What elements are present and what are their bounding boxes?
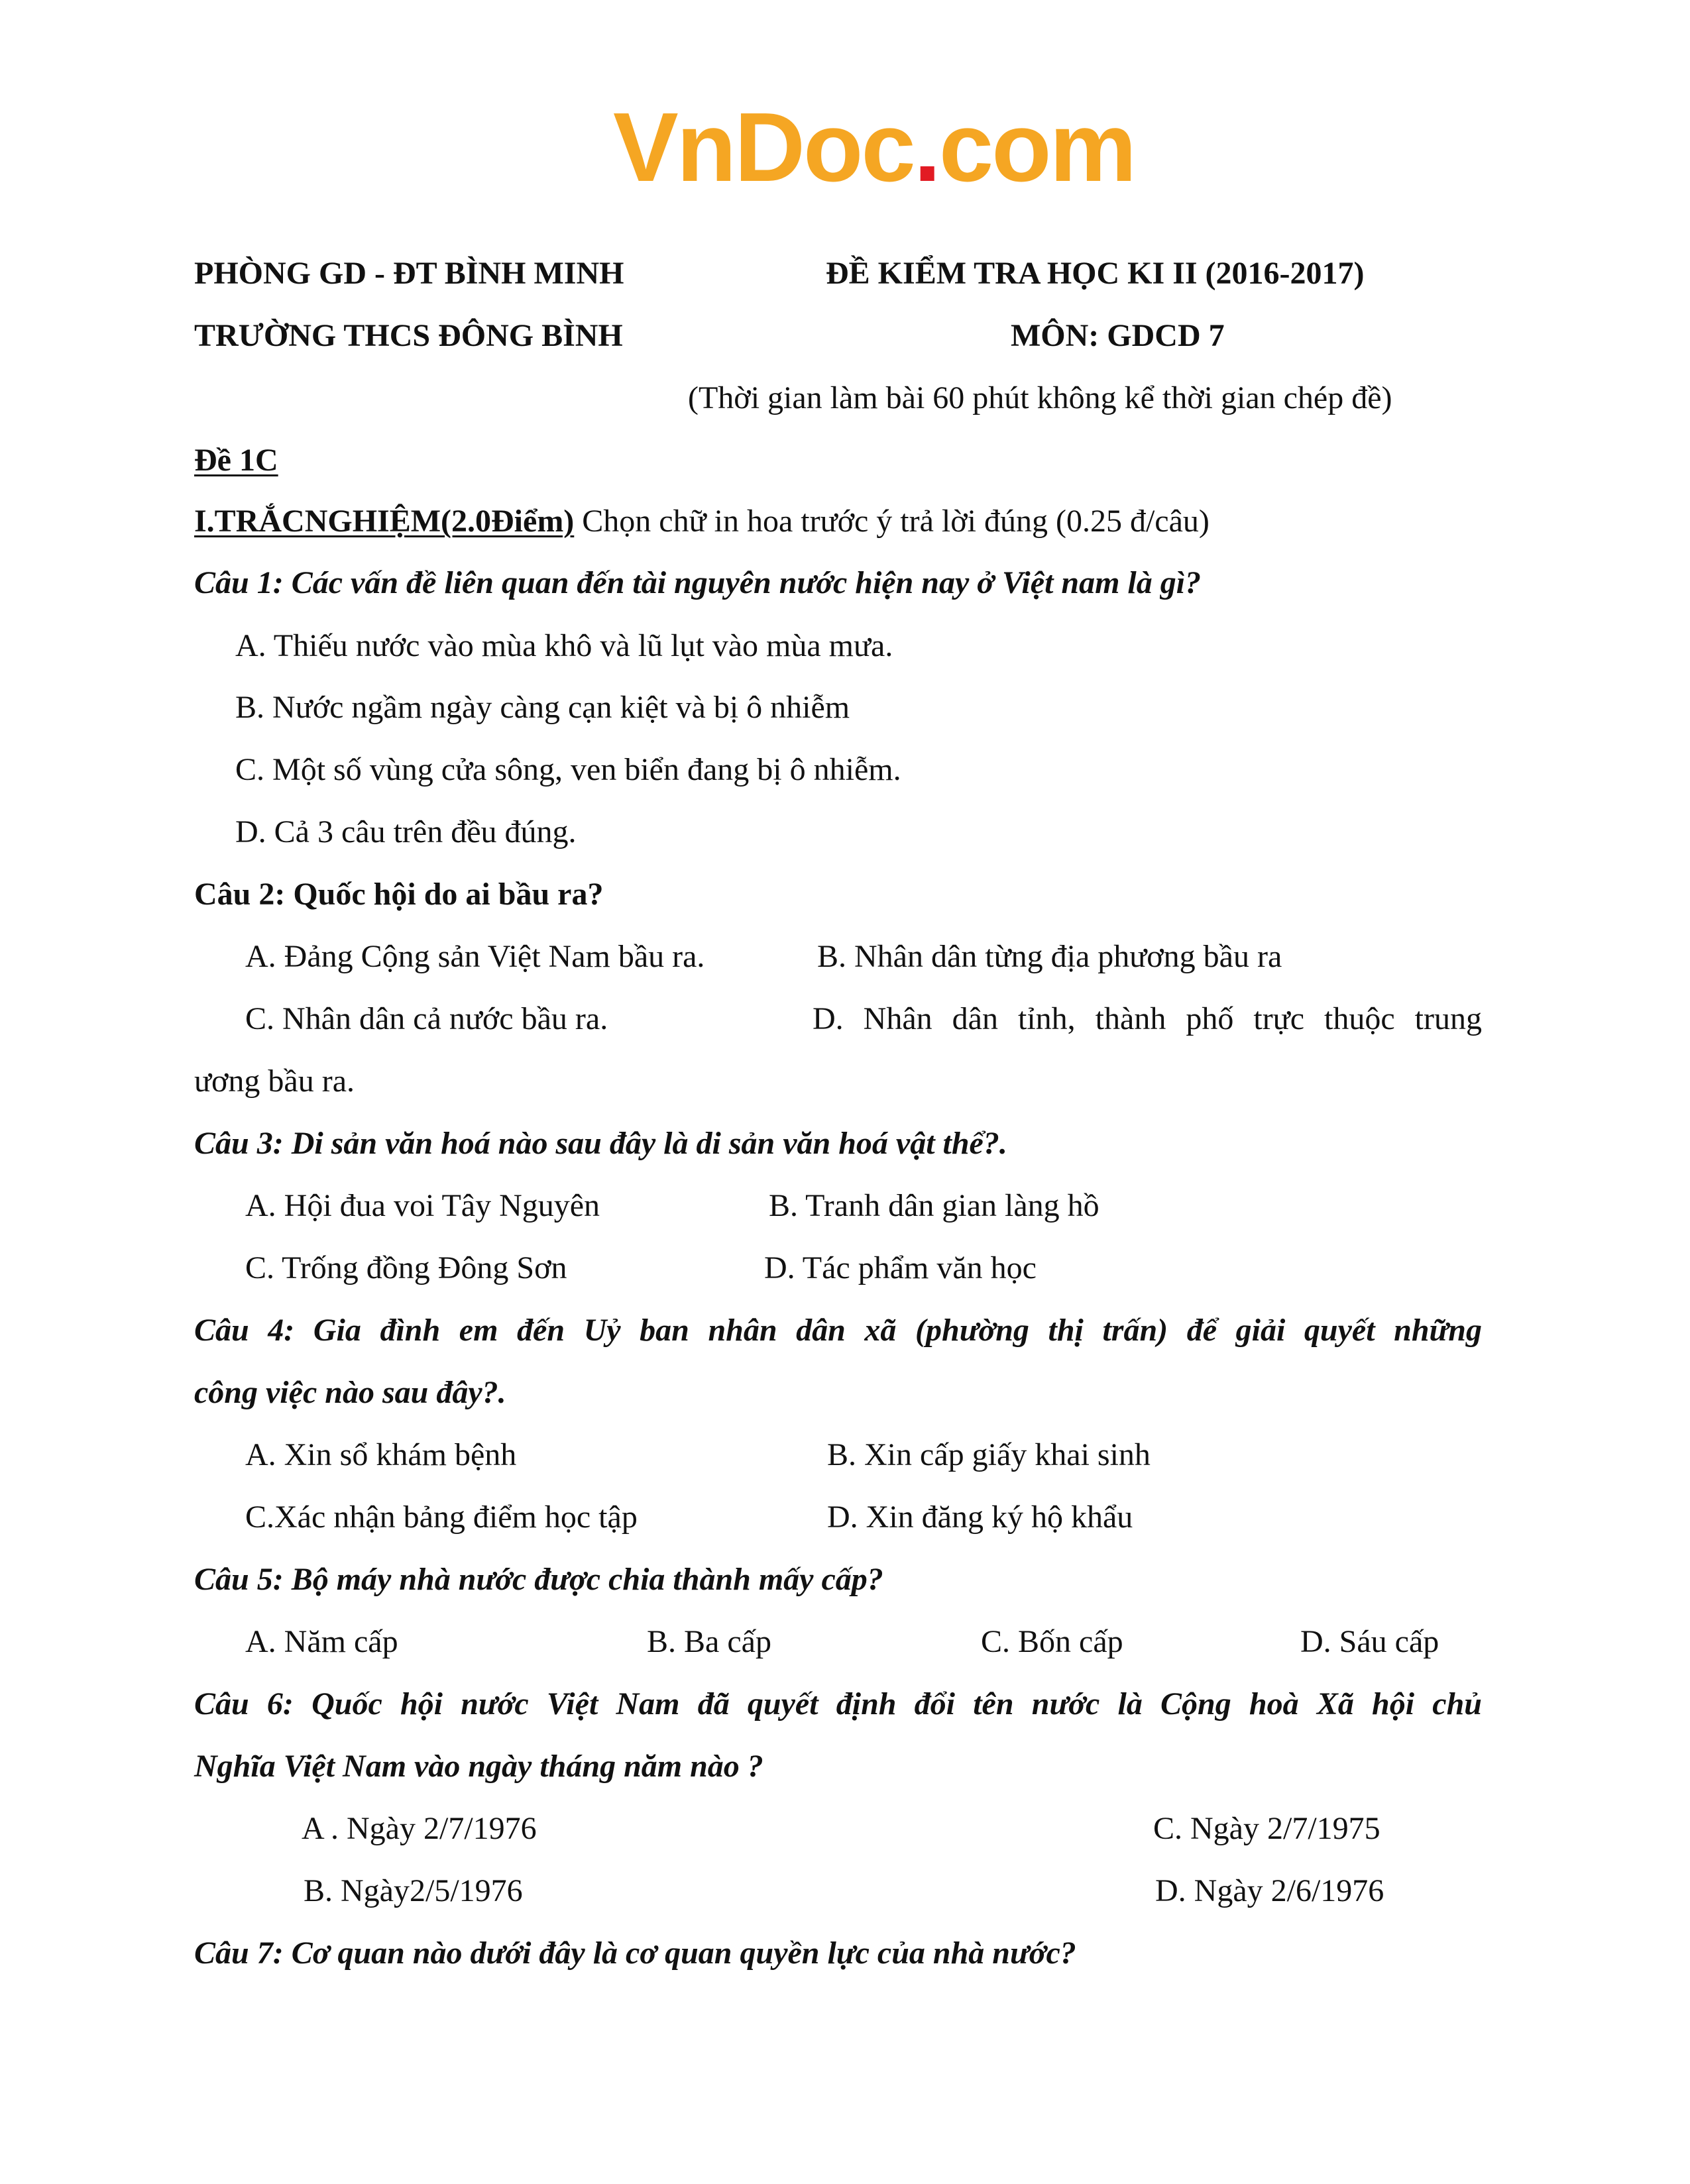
q5-option-a: A. Năm cấp [245,1624,398,1659]
question-2: Câu 2: Quốc hội do ai bầu ra? [194,877,604,912]
q3-option-c: C. Trống đồng Đông Sơn [245,1250,567,1285]
vndoc-logo [613,93,1135,202]
exam-code: Đề 1C [194,443,278,478]
q4-option-a: A. Xin sổ khám bệnh [245,1437,517,1472]
time-note: (Thời gian làm bài 60 phút không kể thời gian chép đề) [688,380,1392,415]
q4-option-c: C.Xác nhận bảng điểm học tập [245,1500,638,1535]
q2-option-a: A. Đảng Cộng sản Việt Nam bầu ra. [245,939,705,974]
q1-option-d: D. Cả 3 câu trên đều đúng. [235,814,577,849]
q4-option-d: D. Xin đăng ký hộ khẩu [827,1500,1133,1535]
q4-option-b: B. Xin cấp giấy khai sinh [827,1437,1151,1472]
q1-option-c: C. Một số vùng cửa sông, ven biển đang bị ô nhiễm. [235,752,901,787]
q3-option-b: B. Tranh dân gian làng hồ [769,1188,1099,1223]
q6-option-b: B. Ngày2/5/1976 [304,1873,523,1908]
question-3: Câu 3: Di sản văn hoá nào sau đây là di sản văn hoá vật thể?. [194,1126,1007,1161]
q2-option-d: D. Nhân dân tỉnh, thành phố trực thuộc trung [813,1001,1482,1036]
section-heading [194,502,1210,541]
exam-title: ĐỀ KIỂM TRA HỌC KI II (2016-2017) [826,256,1365,291]
question-1: Câu 1: Các vấn đề liên quan đến tài nguyên nước hiện nay ở Việt nam là gì? [194,565,1202,600]
question-6: Câu 6: Quốc hội nước Việt Nam đã quyết định đổi tên nước là Cộng hoà Xã hội chủ [194,1686,1482,1721]
q5-option-c: C. Bốn cấp [981,1624,1123,1659]
q1-option-b: B. Nước ngầm ngày càng cạn kiệt và bị ô nhiễm [235,690,850,725]
section-instruction: Chọn chữ in hoa trước ý trả lời đúng (0.25 đ/câu) [574,504,1210,539]
q3-option-a: A. Hội đua voi Tây Nguyên [245,1188,600,1223]
logo-vndoc-text: VnDoc [613,93,914,202]
q2-option-b: B. Nhân dân từng địa phương bầu ra [817,939,1282,974]
q5-option-d: D. Sáu cấp [1300,1624,1439,1659]
q6-option-c: C. Ngày 2/7/1975 [1153,1811,1380,1846]
q1-option-a: A. Thiếu nước vào mùa khô và lũ lụt vào mùa mưa. [235,628,893,663]
question-7: Câu 7: Cơ quan nào dưới đây là cơ quan quyền lực của nhà nước? [194,1936,1076,1971]
q2-option-c: C. Nhân dân cả nước bầu ra. [245,1001,608,1036]
question-5: Câu 5: Bộ máy nhà nước được chia thành mấy cấp? [194,1562,883,1597]
section-title: I.TRẮCNGHIỆM(2.0Điểm) [194,504,575,539]
logo-dot: . [913,93,939,202]
q2-option-d-continued: ương bầu ra. [194,1064,355,1099]
department-name: PHÒNG GD - ĐT BÌNH MINH [194,256,624,291]
school-name: TRƯỜNG THCS ĐÔNG BÌNH [194,318,623,353]
logo-com-text: com [938,93,1135,202]
question-4: Câu 4: Gia đình em đến Uỷ ban nhân dân xã (phường thị trấn) để giải quyết những [194,1313,1482,1348]
q6-option-a: A . Ngày 2/7/1976 [302,1811,537,1846]
question-4-continued: công việc nào sau đây?. [194,1375,506,1410]
subject: MÔN: GDCD 7 [1011,318,1225,353]
q6-option-d: D. Ngày 2/6/1976 [1155,1873,1384,1908]
question-6-continued: Nghĩa Việt Nam vào ngày tháng năm nào ? [194,1749,763,1784]
q3-option-d: D. Tác phẩm văn học [764,1250,1037,1285]
q5-option-b: B. Ba cấp [647,1624,771,1659]
